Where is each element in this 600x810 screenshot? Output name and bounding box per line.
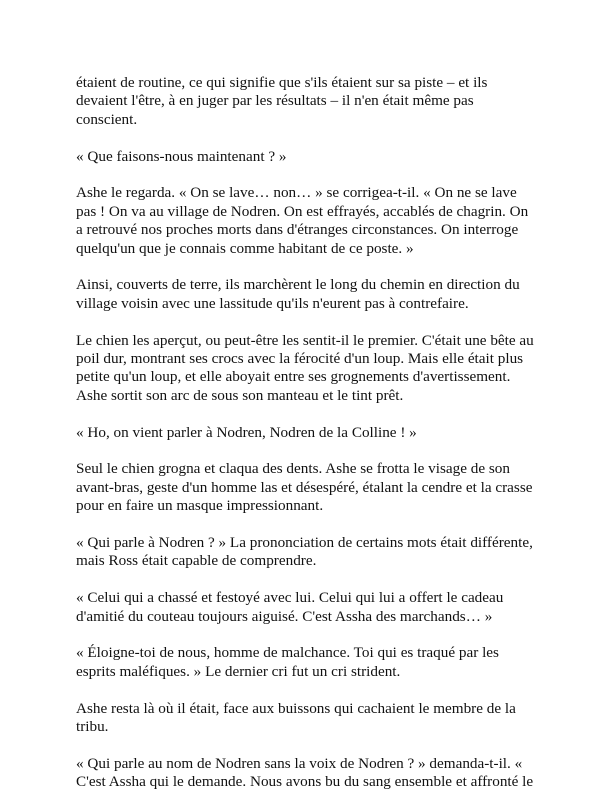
paragraph: « Qui parle à Nodren ? » La prononciation de certains mots était différente, mais Ross était capable de comprendre. bbox=[76, 534, 533, 570]
paragraph: Le chien les aperçut, ou peut-être les sentit-il le premier. C'était une bête au poil dur, montrant ses crocs avec la férocité d'un loup. Mais elle était plus petite qu'un loup, et elle aboyait entre ses grognements d'avertissement. Ashe sortit son arc de sous son manteau et le tint prêt. bbox=[76, 331, 534, 404]
paragraph: étaient de routine, ce qui signifie que s'ils étaient sur sa piste – et ils devaient l'être, à en juger par les résultats – il n'en était même pas conscient. bbox=[76, 74, 488, 128]
paragraph: Ashe le regarda. « On se lave… non… » se corrigea-t-il. « On ne se lave pas ! On va au village de Nodren. On est effrayés, accablés de chagrin. On a retrouvé nos proches morts dans d'étranges circonstances. On interroge quelqu'un que je connais comme habitant de ce poste. » bbox=[76, 184, 529, 257]
paragraph: Ainsi, couverts de terre, ils marchèrent le long du chemin en direction du village voisin avec une lassitude qu'ils n'eurent pas à contrefaire. bbox=[76, 276, 520, 312]
paragraph: « Ho, on vient parler à Nodren, Nodren de la Colline ! » bbox=[76, 423, 417, 441]
paragraph: « Éloigne-toi de nous, homme de malchance. Toi qui es traqué par les esprits maléfiques. » Le dernier cri fut un cri strident. bbox=[76, 644, 499, 680]
paragraph: « Celui qui a chassé et festoyé avec lui. Celui qui lui a offert le cadeau d'amitié du couteau toujours aiguisé. C'est Assha des marchands… » bbox=[76, 589, 504, 625]
paragraph: Seul le chien grogna et claqua des dents. Ashe se frotta le visage de son avant-bras, geste d'un homme las et désespéré, étalant la cendre et la crasse pour en faire un masque impressionnant. bbox=[76, 460, 533, 515]
paragraph: Ashe resta là où il était, face aux buissons qui cachaient le membre de la tribu. bbox=[76, 699, 516, 736]
document-page bbox=[76, 74, 534, 810]
paragraph: « Que faisons-nous maintenant ? » bbox=[76, 147, 287, 165]
paragraph: « Qui parle au nom de Nodren sans la voix de Nodren ? » demanda-t-il. « C'est Assha qui le demande. Nous avons bu du sang ensemble et affronté le bbox=[76, 754, 534, 791]
